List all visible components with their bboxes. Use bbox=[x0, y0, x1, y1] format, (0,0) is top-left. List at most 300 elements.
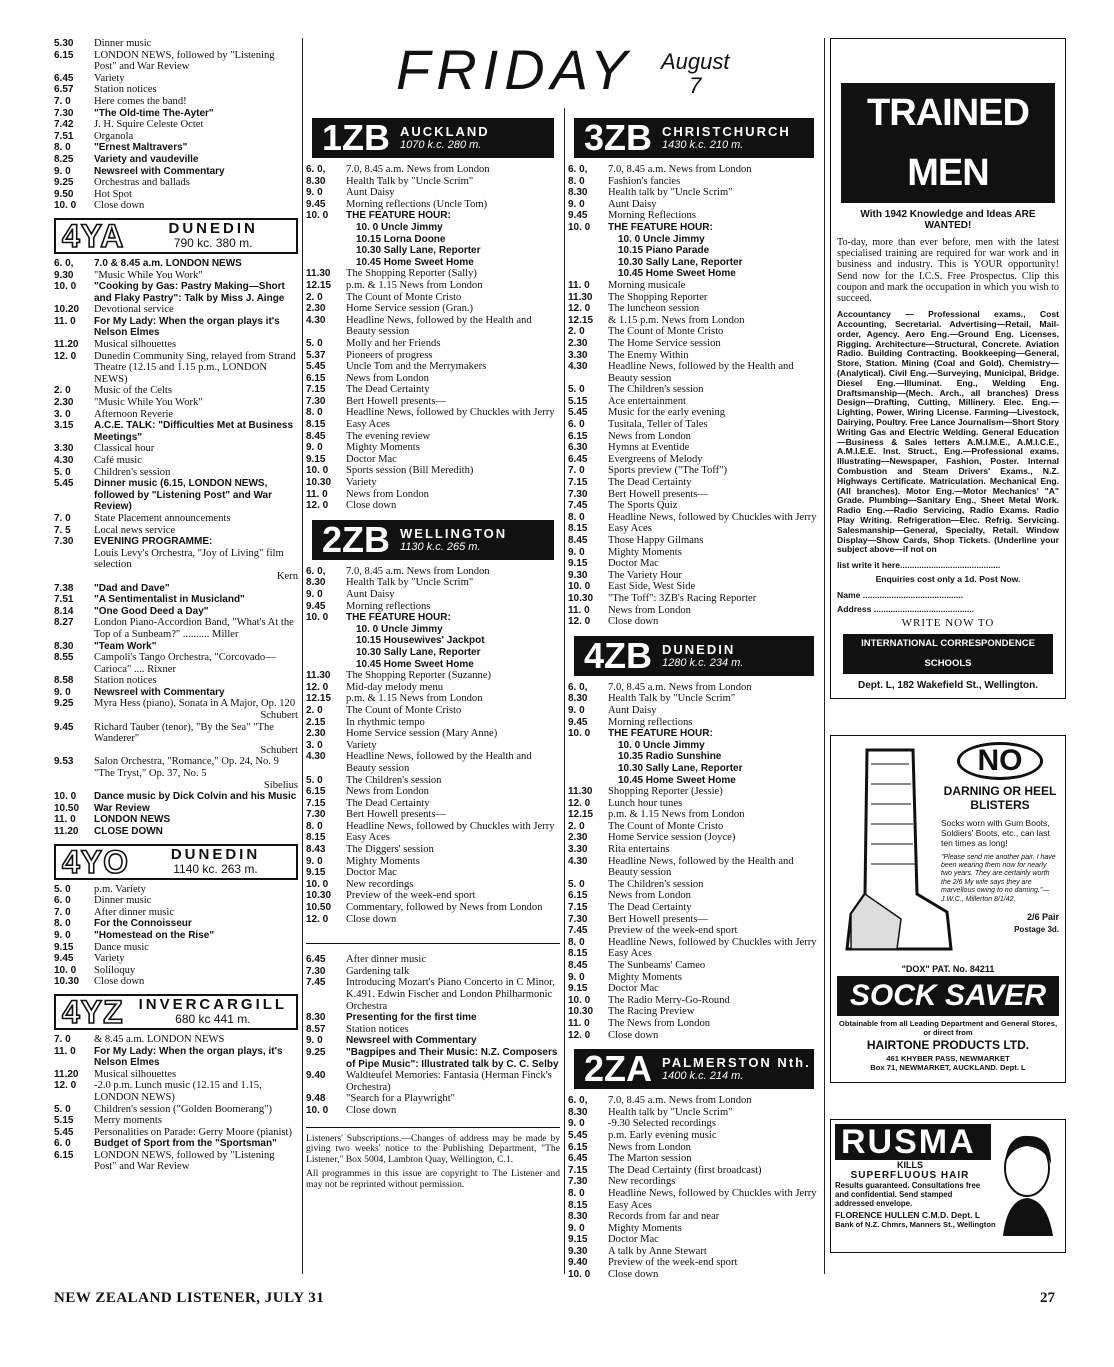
schedule-programme: Richard Tauber (tenor), "By the Sea" "The Wanderer" bbox=[94, 721, 275, 745]
schedule-time: 7.45 bbox=[568, 500, 588, 512]
portrait-illustration bbox=[993, 1128, 1059, 1238]
date-month: August bbox=[661, 49, 730, 74]
schedule-programme: Bert Howell presents— bbox=[608, 488, 709, 500]
schedule-row bbox=[306, 176, 560, 188]
schedule-row bbox=[54, 907, 298, 919]
schedule-row bbox=[54, 895, 298, 907]
ad-write-now: WRITE NOW TO bbox=[901, 617, 995, 630]
schedule-row bbox=[568, 1223, 820, 1235]
schedule-programme: Devotional service bbox=[94, 304, 174, 316]
schedule-programme: Those Happy Gilmans bbox=[608, 535, 704, 546]
schedule-programme: p.m. & 1.15 News from London bbox=[346, 693, 483, 705]
schedule-time: 5.37 bbox=[306, 349, 326, 361]
schedule-time: 6.15 bbox=[568, 1141, 588, 1153]
schedule-programme: Dinner music bbox=[94, 38, 152, 49]
schedule-programme: Health talk by "Uncle Scrim" bbox=[608, 187, 733, 199]
schedule-programme: The Children's session bbox=[608, 384, 704, 396]
schedule-time: 2.15 bbox=[306, 716, 326, 728]
schedule-time: 6. 0 bbox=[54, 1138, 71, 1150]
schedule-time: 11.20 bbox=[54, 339, 79, 351]
schedule-time: 9. 0 bbox=[568, 971, 585, 983]
schedule-time: 3.30 bbox=[568, 844, 588, 856]
schedule-programme: The Enemy Within bbox=[608, 349, 689, 361]
schedule-time: 9.15 bbox=[568, 983, 588, 995]
page-number: 27 bbox=[1040, 1290, 1055, 1306]
schedule-time: 6.15 bbox=[568, 430, 588, 442]
schedule-time: 7.30 bbox=[568, 1176, 588, 1188]
schedule-time: 7.51 bbox=[54, 130, 74, 142]
ad-enquiries: Enquiries cost only a 1d. Post Now. bbox=[875, 573, 1021, 584]
schedule-row bbox=[306, 954, 560, 966]
schedule-row bbox=[568, 832, 820, 844]
schedule-programme: 7.0, 8.45 a.m. News from London bbox=[346, 164, 490, 175]
schedule-time: 9. 0 bbox=[54, 165, 71, 177]
schedule-programme: Dinner music (6.15, LONDON NEWS, followed by "Listening Post" and War Review) bbox=[94, 478, 273, 513]
schedule-time: 10.30 bbox=[54, 976, 80, 988]
schedule-row bbox=[306, 659, 560, 671]
schedule-programme: "Bagpipes and Their Music: N.Z. Composers of Pipe Music": Illustrated talk by C. C. Selby bbox=[346, 1046, 559, 1070]
schedule-row bbox=[568, 465, 820, 477]
schedule-row bbox=[306, 589, 560, 601]
schedule-row bbox=[568, 581, 820, 593]
schedule-programme: Newsreel with Commentary bbox=[94, 165, 225, 177]
schedule-programme: Orchestras and ballads bbox=[94, 177, 190, 189]
schedule-time: 6.45 bbox=[568, 453, 588, 465]
schedule-programme: 10.45 Home Sweet Home bbox=[618, 774, 736, 786]
schedule-row bbox=[568, 384, 820, 396]
schedule-row bbox=[54, 443, 298, 455]
schedule-programme: Waldteufel Memories: Fantasia (Herman Finck's Orchestra) bbox=[346, 1070, 552, 1093]
schedule-programme: Presenting for the first time bbox=[346, 1012, 477, 1024]
schedule-programme: Health Talk by "Uncle Scrim" bbox=[346, 577, 474, 589]
schedule-time: 6. 0, bbox=[54, 257, 74, 269]
schedule-row bbox=[54, 281, 298, 304]
schedule-row bbox=[568, 1030, 820, 1042]
schedule-row bbox=[568, 728, 820, 740]
schedule-time: 7. 0 bbox=[54, 906, 71, 918]
schedule-time: 11.30 bbox=[568, 786, 593, 798]
schedule-programme: THE FEATURE HOUR: bbox=[608, 728, 713, 740]
schedule-programme: Health talk by "Uncle Scrim" bbox=[608, 1106, 733, 1118]
schedule-time: 7.30 bbox=[54, 536, 74, 548]
schedule-programme: Records from far and near bbox=[608, 1211, 720, 1223]
station-frequency: 1400 k.c. 214 m. bbox=[662, 1070, 744, 1083]
schedule-programme: 10.30 Sally Lane, Reporter bbox=[356, 646, 481, 658]
schedule-row bbox=[568, 717, 820, 729]
schedule-time: 2.30 bbox=[568, 337, 588, 349]
schedule-time: 10. 0 bbox=[306, 878, 329, 890]
schedule-row bbox=[54, 698, 298, 710]
schedule-time: 8.43 bbox=[306, 844, 326, 856]
schedule-row bbox=[568, 682, 820, 694]
schedule-programme: The Variety Hour bbox=[608, 569, 682, 581]
schedule-programme: & 1.15 p.m. News from London bbox=[608, 314, 745, 326]
schedule-programme: News from London bbox=[608, 1141, 691, 1153]
schedule-programme: Variety bbox=[94, 953, 125, 965]
schedule-row bbox=[568, 535, 820, 547]
schedule-programme: Music of the Celts bbox=[94, 385, 172, 397]
schedule-time: 10.50 bbox=[54, 802, 80, 814]
schedule-time: 5.45 bbox=[568, 407, 588, 419]
schedule-programme: The Count of Monte Cristo bbox=[346, 291, 462, 303]
schedule-row bbox=[306, 832, 560, 844]
schedule-programme: 10.45 Home Sweet Home bbox=[356, 256, 474, 268]
schedule-row bbox=[568, 292, 820, 304]
schedule-row bbox=[54, 119, 298, 131]
schedule-row bbox=[54, 675, 298, 687]
column-rule bbox=[302, 38, 303, 1274]
schedule-time: 11.20 bbox=[54, 1068, 79, 1080]
schedule-programme: Bert Howell presents— bbox=[608, 913, 709, 925]
schedule-time: 7.30 bbox=[568, 488, 588, 500]
schedule-row bbox=[306, 717, 560, 729]
divider bbox=[306, 1127, 560, 1128]
schedule-time: 6.57 bbox=[54, 84, 74, 96]
schedule-row bbox=[306, 705, 560, 717]
schedule-row bbox=[568, 523, 820, 535]
schedule-programme: "Music While You Work" bbox=[94, 397, 203, 409]
schedule-programme: "Homestead on the Rise" bbox=[94, 929, 215, 941]
ad-testimonial: "Please send me another pair. I have been wearing them now for nearly two years. They are certainly worth the 2/6 My wife says they are marvellous owing to no darning."—J.W.C., Millerton 8/1/42. bbox=[941, 853, 1056, 903]
schedule-row bbox=[306, 914, 560, 926]
schedule-row bbox=[54, 478, 298, 513]
schedule-programme: Home Service session (Mary Anne) bbox=[346, 728, 498, 740]
ad-rusma-name: FLORENCE HULLEN C.M.D. Dept. L bbox=[835, 1209, 981, 1220]
schedule-programme: Preview of the week-end sport bbox=[608, 925, 738, 937]
station-frequency: 790 kc. 380 m. bbox=[173, 236, 253, 251]
ad-name-line: Name .......................................... bbox=[837, 589, 964, 600]
schedule-time: 8.15 bbox=[306, 419, 326, 431]
schedule-time: 4.30 bbox=[568, 361, 588, 373]
schedule-row bbox=[306, 454, 560, 466]
schedule-time: 6. 0 bbox=[54, 895, 71, 907]
station-city: DUNEDIN bbox=[662, 641, 736, 657]
schedule-row bbox=[306, 566, 560, 578]
schedule-row bbox=[54, 96, 298, 108]
station-frequency: 680 kc 441 m. bbox=[175, 1012, 251, 1027]
schedule-programme: 10.30 Sally Lane, Reporter bbox=[618, 256, 743, 268]
schedule-time: 9.40 bbox=[306, 1070, 326, 1082]
schedule-row bbox=[568, 972, 820, 984]
schedule-programme: The Dead Certainty bbox=[608, 902, 692, 914]
schedule-time: 10.50 bbox=[306, 902, 332, 914]
schedule-programme: The Count of Monte Cristo bbox=[608, 326, 724, 338]
station-banner-4yo bbox=[54, 844, 298, 880]
schedule-top bbox=[54, 38, 298, 212]
schedule-row bbox=[568, 983, 820, 995]
schedule-row bbox=[54, 467, 298, 479]
schedule-programme: Shopping Reporter (Jessie) bbox=[608, 786, 723, 798]
ad-darning: DARNING OR HEEL BLISTERS bbox=[943, 783, 1057, 812]
schedule-row bbox=[306, 373, 560, 385]
schedule-time: 8.15 bbox=[568, 948, 588, 960]
schedule-row bbox=[306, 601, 560, 613]
schedule-programme: 10. 0 Uncle Jimmy bbox=[618, 739, 705, 751]
schedule-time: 8. 0 bbox=[568, 511, 585, 523]
schedule-time: 5.15 bbox=[54, 1115, 74, 1127]
schedule-programme: The Radio Merry-Go-Round bbox=[608, 994, 730, 1006]
schedule-row bbox=[54, 1080, 298, 1103]
schedule-row bbox=[54, 200, 298, 212]
schedule-programme: Bert Howell presents— bbox=[346, 809, 447, 821]
schedule-time: 8.30 bbox=[568, 187, 588, 199]
schedule-programme: Fashion's fancies bbox=[608, 175, 681, 187]
schedule-time: 6.30 bbox=[568, 442, 588, 454]
schedule-2za bbox=[568, 1095, 820, 1281]
schedule-row bbox=[54, 166, 298, 178]
schedule-row bbox=[568, 407, 820, 419]
schedule-programme: The Dead Certainty bbox=[346, 797, 430, 809]
schedule-time: 7. 0 bbox=[54, 512, 71, 524]
schedule-programme: For My Lady: When the organ plays it's Nelson Elmes bbox=[94, 315, 280, 339]
schedule-programme: 10. 0 Uncle Jimmy bbox=[356, 221, 443, 233]
schedule-row bbox=[54, 722, 298, 745]
schedule-row bbox=[54, 536, 298, 548]
schedule-time: 8. 0 bbox=[568, 1187, 585, 1199]
schedule-row bbox=[54, 745, 298, 757]
schedule-row bbox=[54, 1127, 298, 1139]
ad-postage: Postage 3d. bbox=[1014, 924, 1059, 934]
schedule-programme: 10. 0 Uncle Jimmy bbox=[618, 233, 705, 245]
ad-rusma-brand: RUSMA bbox=[835, 1124, 991, 1160]
schedule-row bbox=[54, 942, 298, 954]
schedule-time: 9.15 bbox=[568, 558, 588, 570]
schedule-row bbox=[54, 780, 298, 792]
schedule-programme: Louis Levy's Orchestra, "Joy of Living" film selection bbox=[94, 547, 284, 571]
schedule-time: 10. 0 bbox=[306, 1104, 329, 1116]
schedule-programme: Pioneers of progress bbox=[346, 349, 433, 361]
schedule-row bbox=[568, 361, 820, 384]
schedule-time: 5. 0 bbox=[568, 878, 585, 890]
schedule-programme: The Dead Certainty (first broadcast) bbox=[608, 1164, 762, 1176]
station-city: WELLINGTON bbox=[400, 525, 508, 541]
ad-patent: "DOX" PAT. No. 84211 bbox=[901, 963, 995, 974]
schedule-programme: Sports session (Bill Meredith) bbox=[346, 465, 474, 477]
schedule-time: 9.25 bbox=[54, 177, 74, 189]
schedule-programme: -2.0 p.m. Lunch music (12.15 and 1.15, LONDON NEWS) bbox=[94, 1080, 262, 1103]
column-1 bbox=[54, 38, 298, 1173]
schedule-programme: Close down bbox=[346, 500, 397, 512]
schedule-programme: Easy Aces bbox=[346, 419, 390, 431]
ad-brand: SOCK SAVER bbox=[837, 976, 1059, 1016]
schedule-row bbox=[306, 431, 560, 443]
schedule-row bbox=[568, 605, 820, 617]
schedule-programme: Doctor Mac bbox=[608, 1234, 659, 1246]
schedule-time: 8. 0 bbox=[568, 936, 585, 948]
schedule-row bbox=[568, 751, 820, 763]
schedule-row bbox=[568, 326, 820, 338]
schedule-programme: Musical silhouettes bbox=[94, 339, 177, 351]
station-city: AUCKLAND bbox=[400, 124, 490, 139]
schedule-row bbox=[54, 50, 298, 73]
schedule-row bbox=[54, 606, 298, 618]
schedule-programme: State Placement announcements bbox=[94, 512, 231, 524]
schedule-programme: Close down bbox=[608, 616, 659, 628]
schedule-programme: The Sports Quiz bbox=[608, 500, 678, 512]
schedule-row bbox=[306, 1024, 560, 1036]
schedule-time: 11. 0 bbox=[54, 1045, 76, 1057]
schedule-time: 10. 0 bbox=[54, 964, 77, 976]
schedule-programme: "Dad and Dave" bbox=[94, 582, 170, 594]
schedule-time: 11. 0 bbox=[568, 604, 590, 616]
schedule-time: 12. 0 bbox=[568, 303, 591, 315]
schedule-programme: For the Connoisseur bbox=[94, 918, 192, 930]
schedule-row bbox=[306, 682, 560, 694]
schedule-programme: Close down bbox=[346, 1104, 397, 1116]
schedule-time: 3. 0 bbox=[306, 739, 323, 751]
schedule-time: 8.45 bbox=[568, 960, 588, 971]
schedule-programme: Hymns at Eventide bbox=[608, 442, 690, 454]
schedule-row bbox=[568, 1200, 820, 1212]
schedule-row bbox=[54, 953, 298, 965]
schedule-programme: CLOSE DOWN bbox=[94, 826, 163, 837]
schedule-row bbox=[54, 1150, 298, 1173]
schedule-row bbox=[54, 803, 298, 815]
schedule-programme: The Shopping Reporter (Suzanne) bbox=[346, 670, 492, 682]
schedule-time: 5.45 bbox=[54, 1126, 74, 1138]
schedule-programme: Headline News, followed by Chuckles with Jerry bbox=[608, 511, 817, 523]
schedule-row bbox=[568, 705, 820, 717]
schedule-programme: Morning musicale bbox=[608, 279, 686, 291]
schedule-row bbox=[568, 844, 820, 856]
schedule-programme: Commentary, followed by News from London bbox=[346, 902, 543, 914]
schedule-time: 10. 0 bbox=[306, 210, 329, 222]
schedule-row bbox=[54, 513, 298, 525]
schedule-programme: Morning Reflections bbox=[608, 210, 696, 222]
schedule-programme: The Marton session bbox=[608, 1153, 692, 1165]
schedule-time: 8.30 bbox=[306, 577, 326, 589]
schedule-time: 9.45 bbox=[54, 953, 74, 965]
schedule-time: 8.55 bbox=[54, 652, 74, 664]
date-day: 7 bbox=[689, 73, 702, 98]
schedule-time: 5.45 bbox=[54, 478, 74, 490]
schedule-time: 2.30 bbox=[306, 303, 326, 315]
schedule-programme: Close down bbox=[94, 976, 145, 988]
schedule-row bbox=[568, 164, 820, 176]
schedule-time: 12. 0 bbox=[54, 350, 77, 362]
schedule-row bbox=[54, 1034, 298, 1046]
schedule-programme: 7.0, 8.45 a.m. News from London bbox=[608, 681, 752, 693]
schedule-row bbox=[54, 189, 298, 201]
schedule-row bbox=[54, 304, 298, 316]
schedule-programme: Budget of Sport from the "Sportsman" bbox=[94, 1138, 277, 1150]
station-city: INVERCARGILL bbox=[138, 996, 288, 1014]
schedule-programme: Doctor Mac bbox=[608, 983, 659, 995]
schedule-programme: 10.15 Lorna Doone bbox=[356, 233, 446, 245]
schedule-time: 9.15 bbox=[306, 867, 326, 879]
schedule-programme: Newsreel with Commentary bbox=[346, 1035, 477, 1047]
schedule-time: 9.53 bbox=[54, 756, 74, 768]
schedule-row bbox=[568, 442, 820, 454]
schedule-programme: Dance music bbox=[94, 941, 150, 953]
schedule-programme: Here comes the band! bbox=[94, 95, 187, 107]
schedule-time: 7.15 bbox=[306, 384, 326, 396]
schedule-time: 9. 0 bbox=[306, 589, 323, 600]
schedule-time: 8.27 bbox=[54, 617, 74, 629]
schedule-time: 4.30 bbox=[306, 751, 326, 763]
schedule-time: 9.30 bbox=[568, 569, 588, 581]
schedule-row bbox=[568, 937, 820, 949]
schedule-programme: Newsreel with Commentary bbox=[94, 686, 225, 698]
schedule-programme: Schubert bbox=[260, 744, 298, 756]
schedule-programme: The Racing Preview bbox=[608, 1006, 695, 1018]
schedule-time: 12. 0 bbox=[306, 681, 329, 693]
schedule-time: 10. 0 bbox=[54, 791, 77, 803]
schedule-programme: Sibelius bbox=[263, 779, 298, 791]
schedule-4zb bbox=[568, 682, 820, 1041]
schedule-time: 9.48 bbox=[306, 1093, 326, 1105]
column-4-ads bbox=[830, 38, 1066, 1253]
schedule-programme: The Home Service session bbox=[608, 337, 721, 349]
schedule-time: 12. 0 bbox=[306, 913, 329, 925]
schedule-time: 9. 0 bbox=[54, 686, 71, 698]
schedule-programme: 7.0, 8.45 a.m. News from London bbox=[608, 1095, 752, 1107]
schedule-time: 12.15 bbox=[306, 693, 332, 705]
schedule-row bbox=[306, 338, 560, 350]
schedule-programme: Close down bbox=[94, 200, 145, 212]
schedule-time: 5. 0 bbox=[54, 883, 71, 895]
schedule-programme: Headline News, followed by Chuckles with Jerry bbox=[346, 407, 555, 419]
schedule-row bbox=[306, 303, 560, 315]
schedule-time: 9.30 bbox=[568, 1245, 588, 1257]
schedule-row bbox=[306, 419, 560, 431]
schedule-programme: After dinner music bbox=[94, 906, 175, 918]
schedule-row bbox=[306, 693, 560, 705]
schedule-programme: Dance music by Dick Colvin and his Music bbox=[94, 791, 297, 803]
schedule-row bbox=[568, 547, 820, 559]
schedule-row bbox=[54, 641, 298, 653]
schedule-programme: The Children's session bbox=[608, 878, 704, 890]
schedule-programme: Mighty Moments bbox=[608, 546, 682, 558]
schedule-programme: Doctor Mac bbox=[346, 867, 397, 879]
copyright-note: All programmes in this issue are copyright to The Listener and may not be reprinted without permission. bbox=[306, 1168, 560, 1190]
schedule-row bbox=[54, 73, 298, 85]
schedule-time: 5.45 bbox=[568, 1129, 588, 1141]
schedule-programme: For My Lady: When the organ plays, it's Nelson Elmes bbox=[94, 1045, 283, 1069]
schedule-row bbox=[568, 234, 820, 246]
schedule-programme: Headline News, followed by the Health and Beauty session bbox=[346, 314, 532, 338]
schedule-time: 10. 0 bbox=[54, 200, 77, 212]
schedule-programme: 10.35 Radio Sunshine bbox=[618, 751, 722, 763]
schedule-programme: Home Service session (Joyce) bbox=[608, 832, 736, 844]
ad-sock-saver bbox=[830, 735, 1066, 1083]
ad-obtain: Obtainable from all Leading Department and General Stores, or direct from bbox=[838, 1018, 1058, 1037]
schedule-row bbox=[306, 751, 560, 774]
schedule-programme: Schubert bbox=[260, 710, 298, 722]
schedule-time: 7.15 bbox=[568, 902, 588, 914]
schedule-row bbox=[54, 756, 298, 779]
schedule-time: 7.30 bbox=[568, 913, 588, 925]
schedule-programme: New recordings bbox=[608, 1176, 676, 1188]
schedule-row bbox=[306, 612, 560, 624]
schedule-time: 6.15 bbox=[54, 49, 74, 61]
ad-socks-text: Socks worn with Gum Boots, Soldiers' Boots, etc., can last ten times as long! bbox=[941, 817, 1050, 848]
schedule-time: 10. 0 bbox=[568, 221, 591, 233]
schedule-time: 9. 0 bbox=[306, 187, 323, 199]
schedule-row bbox=[568, 1130, 820, 1142]
schedule-programme: Kern bbox=[276, 570, 298, 582]
schedule-programme: 7.0 & 8.45 a.m. LONDON NEWS bbox=[94, 257, 242, 269]
schedule-4yz bbox=[54, 1034, 298, 1173]
schedule-programme: "Search for a Playwright" bbox=[346, 1093, 455, 1105]
schedule-row bbox=[54, 594, 298, 606]
schedule-time: 8.30 bbox=[568, 1211, 588, 1223]
schedule-time: 7.45 bbox=[306, 977, 326, 989]
schedule-row bbox=[568, 187, 820, 199]
schedule-time: 8.14 bbox=[54, 605, 74, 617]
schedule-row bbox=[306, 489, 560, 501]
schedule-row bbox=[568, 914, 820, 926]
